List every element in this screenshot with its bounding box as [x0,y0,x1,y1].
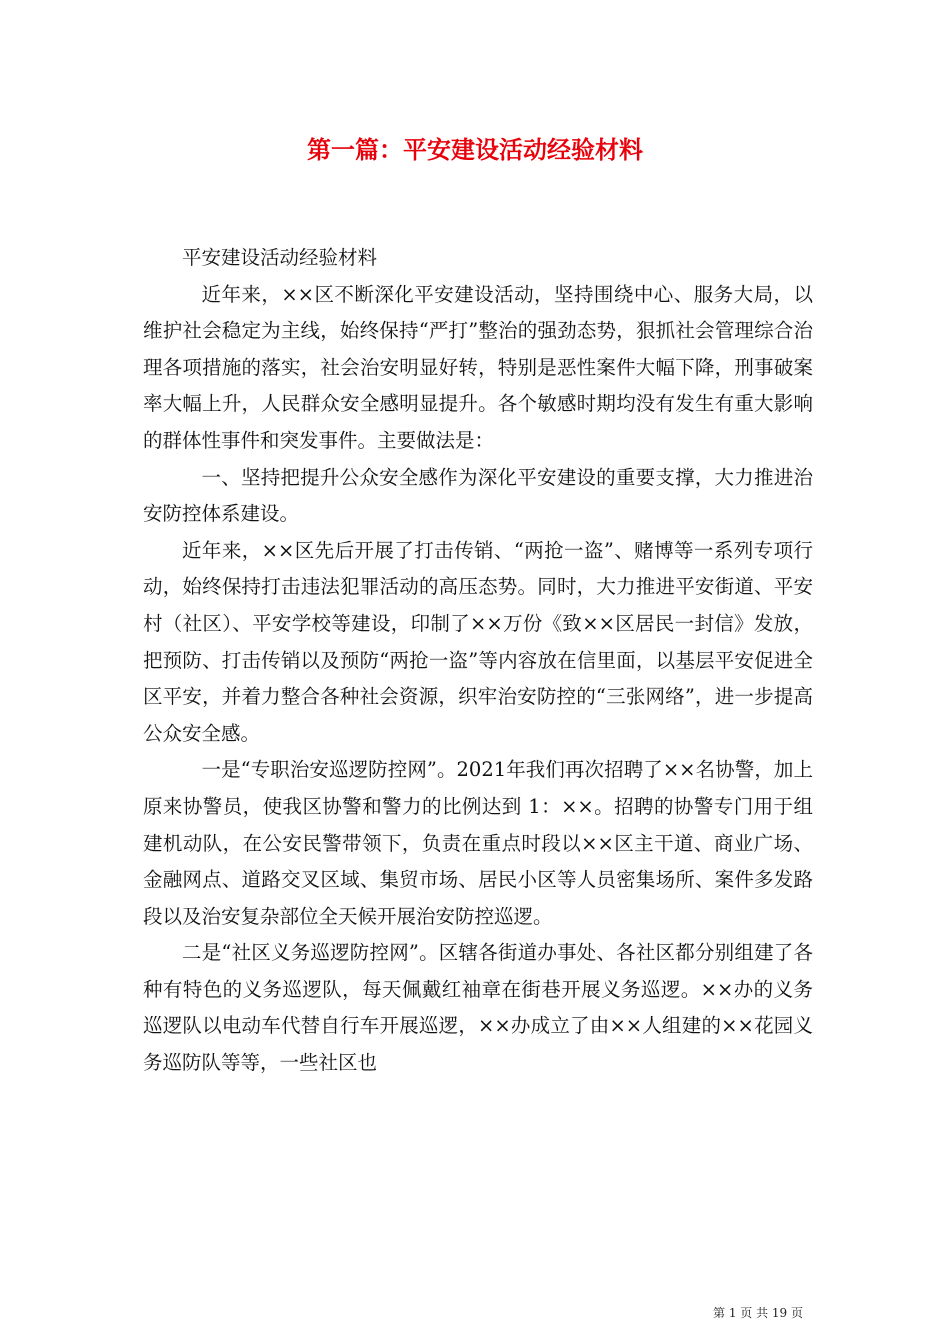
paragraph-community-network: 二是“社区义务巡逻防控网”。区辖各街道办事处、各社区都分别组建了各种有特色的义务巡逻队，每天佩戴红袖章在街巷开展义务巡逻。××办的义务巡逻队以电动车代替自行车开展巡逻，××办成立了由××人组建的××花园义务巡防队等等，一些社区也 [143,941,813,1075]
page-title: 第一篇：平安建设活动经验材料 [307,135,643,164]
paragraph-actions: 近年来，××区先后开展了打击传销、“两抢一盗”、赌博等一系列专项行动，始终保持打击违法犯罪活动的高压态势。同时，大力推进平安街道、平安村（社区）、平安学校等建设，印制了××万份《致××区居民一封信》发放，把预防、打击传销以及预防“两抢一盗”等内容放在信里面，以基层平安促进全区平安，并着力整合各种社会资源，织牢治安防控的“三张网络”，进一步提高公众安全感。 [143,538,813,745]
paragraph-section-heading: 一、坚持把提升公众安全感作为深化平安建设的重要支撑，大力推进治安防控体系建设。 [143,465,813,526]
page-footer: 第 1 页 共 19 页 [713,1306,803,1320]
document-body [143,240,813,1082]
paragraph-intro: 近年来，××区不断深化平安建设活动，坚持围绕中心、服务大局，以维护社会稳定为主线，始终保持“严打”整治的强劲态势，狠抓社会管理综合治理各项措施的落实，社会治安明显好转，特别是恶性案件大幅下降，刑事破案率大幅上升，人民群众安全感明显提升。各个敏感时期均没有发生有重大影响的群体性事件和突发事件。主要做法是： [143,282,813,452]
document-subtitle: 平安建设活动经验材料 [182,246,378,269]
paragraph-patrol-network: 一是“专职治安巡逻防控网”。2021年我们再次招聘了××名协警，加上原来协警员，使我区协警和警力的比例达到 1：××。招聘的协警专门用于组建机动队，在公安民警带领下，负责在重点时段以××区主干道、商业广场、金融网点、道路交叉区域、集贸市场、居民小区等人员密集场所、案件多发路段以及治安复杂部位全天候开展治安防控巡逻。 [143,758,813,928]
